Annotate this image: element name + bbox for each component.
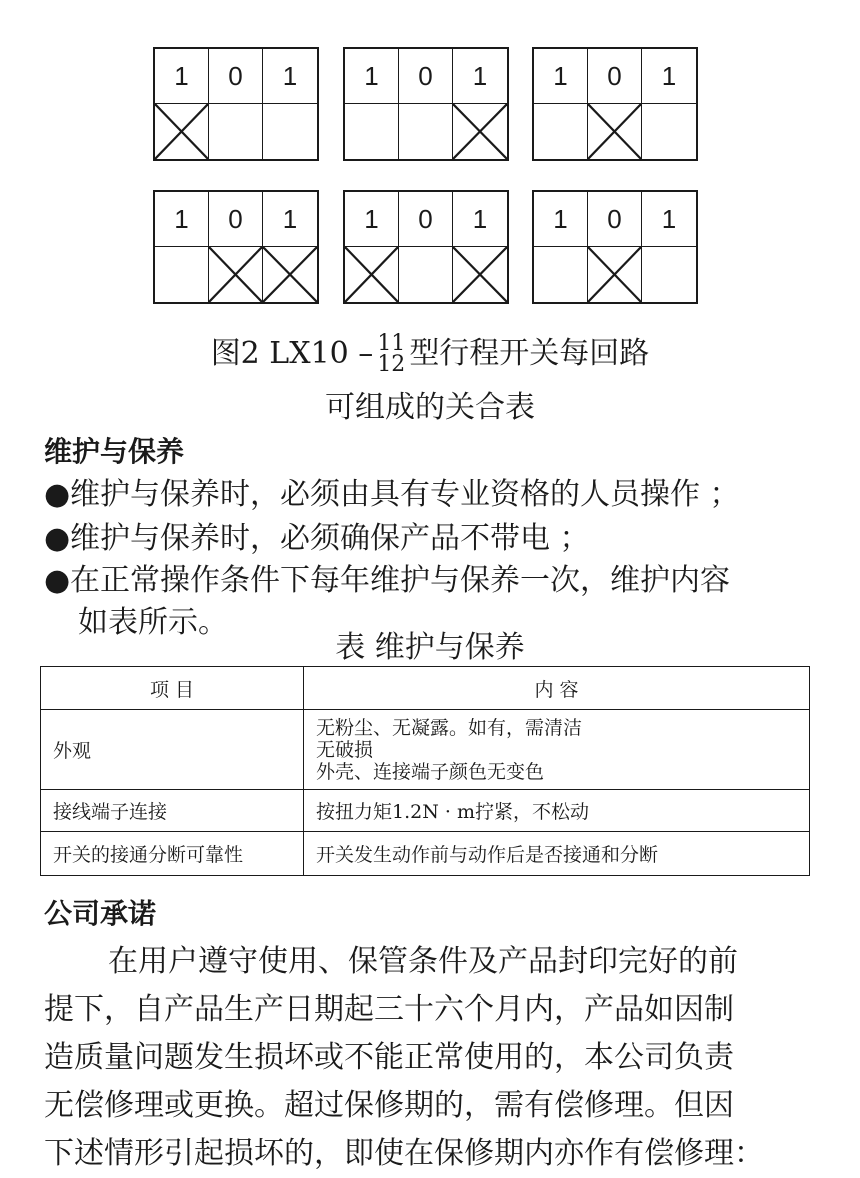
row-item: 开关的接通分断可靠性 [41,832,304,876]
table-row [41,832,810,876]
grid-header-cell: 0 [588,49,642,104]
table-header-item: 项 目 [41,667,304,710]
table-row [41,710,810,790]
grid-state-cell [399,104,453,159]
grid-header-cell: 1 [263,192,317,247]
grid-header-cell: 1 [453,192,507,247]
grid-state-cell [588,247,642,302]
paragraph-line: 无偿修理或更换。超过保修期的，需有偿修理。但因 [44,1088,734,1123]
grid-state-cell [642,247,696,302]
bullet-text: 维护与保养时，必须由具有专业资格的人员操作 ； [70,477,740,512]
x-mark-icon [453,104,507,159]
maintenance-heading: 维护与保养 [44,435,185,468]
content-line: 外壳、连接端子颜色无变色 [316,760,545,783]
table-row [41,790,810,832]
caption-suffix: 型行程开关每回路 [409,336,650,371]
grid-header-cell: 1 [155,49,209,104]
grid-state-cell [345,104,399,159]
caption-sub: 12 [377,352,406,377]
promise-paragraph [44,938,820,1178]
combo-grid-1 [153,47,319,161]
grid-header-cell: 0 [209,49,263,104]
content-line: 无粉尘、无凝露。如有，需清洁 [316,716,583,739]
paragraph-line: 在用户遵守使用、保管条件及产品封印完好的前 [108,944,738,979]
grid-header-cell: 0 [399,49,453,104]
grid-state-cell [155,104,209,159]
caption-fraction [377,331,406,377]
grid-header-cell: 1 [263,49,317,104]
bullet-dot: ● [44,521,71,556]
paragraph-line: 造质量问题发生损坏或不能正常使用的，本公司负责 [44,1040,734,1075]
table-header-content: 内 容 [304,667,810,710]
bullet-item [44,518,824,560]
combo-grid-4 [153,190,319,304]
x-mark-icon [345,247,398,302]
grid-state-cell [453,247,507,302]
grid-header-cell: 1 [345,49,399,104]
combo-grid-6 [532,190,698,304]
paragraph-line: 提下，自产品生产日期起三十六个月内，产品如因制 [44,992,734,1027]
x-mark-icon [263,247,317,302]
grid-header-cell: 0 [399,192,453,247]
bullet-text: 维护与保养时，必须确保产品不带电 ； [70,521,590,556]
bullet-text: 在正常操作条件下每年维护与保养一次，维护内容 [70,563,730,598]
grid-header-cell: 1 [534,192,588,247]
x-mark-icon [155,104,208,159]
table-title: 表 维护与保养 [335,630,525,665]
row-content: 按扭力矩1.2N · m拧紧，不松动 [304,790,810,832]
x-mark-icon [453,247,507,302]
row-content: 开关发生动作前与动作后是否接通和分断 [304,832,810,876]
row-content [304,710,810,790]
grid-header-cell: 1 [453,49,507,104]
bullet-item [44,474,824,516]
bullet-dot: ● [44,563,71,598]
x-mark-icon [588,247,641,302]
caption-prefix: 图2 LX10 – [210,336,374,371]
grid-state-cell [642,104,696,159]
combo-grid-3 [532,47,698,161]
grid-state-cell [534,247,588,302]
grid-state-cell [399,247,453,302]
x-mark-icon [588,104,641,159]
maintenance-table [40,666,810,876]
grid-header-cell: 1 [155,192,209,247]
grid-state-cell [534,104,588,159]
bullet-continuation: 如表所示。 [78,605,228,640]
combo-grid-2 [343,47,509,161]
grid-state-cell [263,247,317,302]
grid-state-cell [345,247,399,302]
figure-caption [0,328,860,376]
content-line: 无破损 [316,738,374,761]
grid-state-cell [453,104,507,159]
grid-state-cell [155,247,209,302]
grid-header-cell: 0 [588,192,642,247]
combo-grid-5 [343,190,509,304]
grid-state-cell [588,104,642,159]
grid-header-cell: 1 [642,192,696,247]
grid-header-cell: 1 [345,192,399,247]
grid-header-cell: 1 [534,49,588,104]
caption-sup: 11 [377,331,406,357]
grid-state-cell [263,104,317,159]
promise-heading: 公司承诺 [44,897,157,930]
figure-caption-line2: 可组成的关合表 [325,390,535,425]
grid-state-cell [209,247,263,302]
row-item: 外观 [41,710,304,790]
grid-header-cell: 0 [209,192,263,247]
bullet-dot: ● [44,477,71,512]
row-item: 接线端子连接 [41,790,304,832]
x-mark-icon [209,247,262,302]
table-header-row [41,667,810,710]
grid-header-cell: 1 [642,49,696,104]
grid-state-cell [209,104,263,159]
paragraph-line: 下述情形引起损坏的，即使在保修期内亦作有偿修理： [44,1136,764,1171]
